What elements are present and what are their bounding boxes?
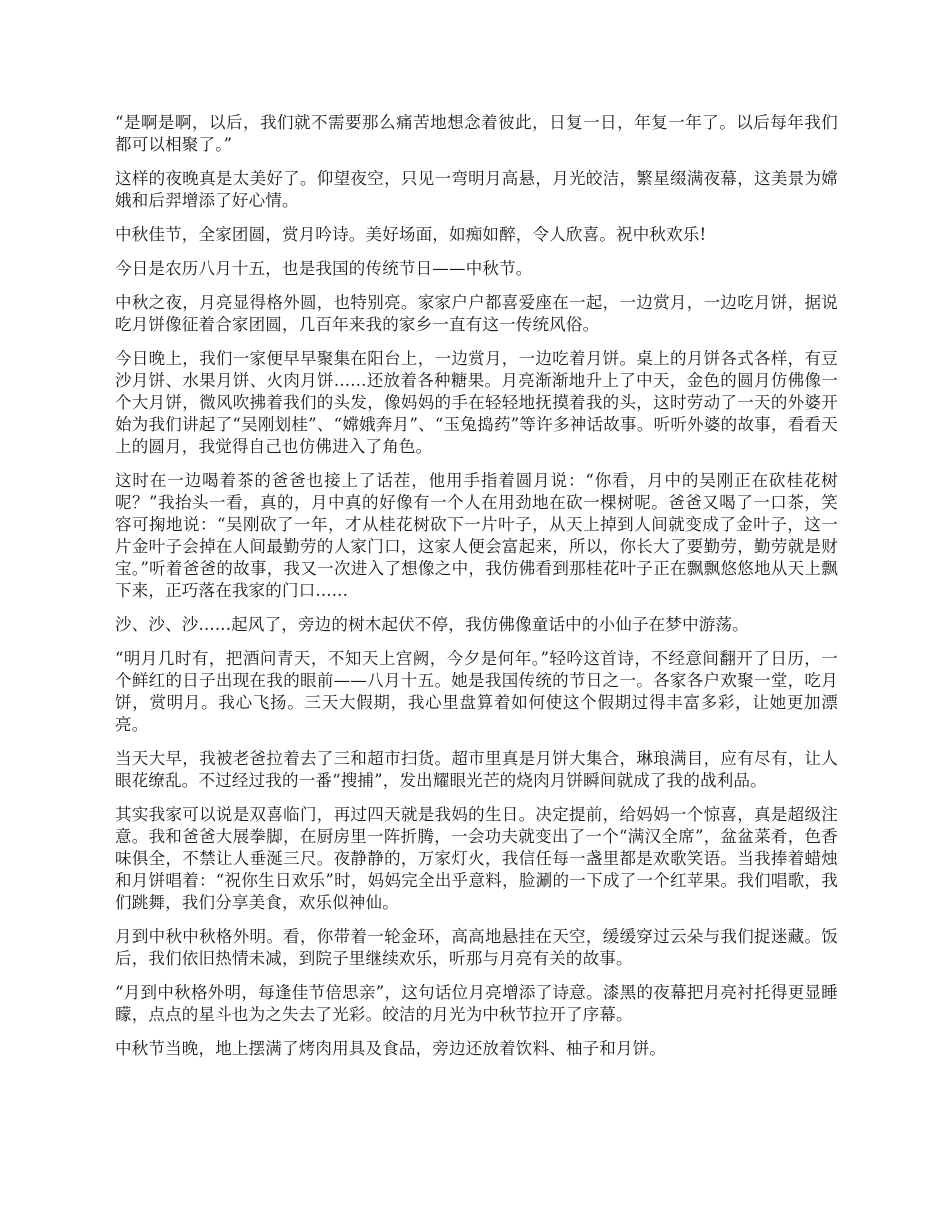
paragraph-8: 沙、沙、沙......起风了，旁边的树木起伏不停，我仿佛像童话中的小仙子在梦中游荡。 <box>115 615 749 634</box>
paragraph-14: 中秋节当晚，地上摆满了烤肉用具及食品，旁边还放着饮料、柚子和月饼。 <box>115 1039 667 1058</box>
paragraph-2: 这样的夜晚真是太美好了。仰望夜空，只见一弯明月高悬，月光皎洁，繁星缀满夜幕，这美景为嫦娥和后羿增添了好心情。 <box>115 169 838 210</box>
paragraph-7: 这时在一边喝着茶的爸爸也接上了话茬，他用手指着圆月说：“你看，月中的吴刚正在砍桂花树呢？”我抬头一看，真的，月中真的好像有一个人在用劲地在砍一棵树呢。爸爸又喝了一口茶，笑容可掬地说：“吴刚砍了一年，才从桂花树砍下一片叶子，从天上掉到人间就变成了金叶子，这一片金叶子会掉在人间最勤劳的人家门口，这家人便会富起来，所以，你长大了要勤劳，勤劳就是财宝。”听着爸爸的故事，我又一次进入了想像之中，我仿佛看到那桂花叶子正在飘飘悠悠地从天上飘下来，正巧落在我家的门口...... <box>115 471 838 600</box>
paragraph-10: 当天大早，我被老爸拉着去了三和超市扫货。超市里真是月饼大集合，琳琅满目，应有尽有，让人眼花缭乱。不过经过我的一番“搜捕”，发出耀眼光芒的烧肉月饼瞬间就成了我的战利品。 <box>115 749 838 790</box>
paragraph-1: “是啊是啊，以后，我们就不需要那么痛苦地想念着彼此，日复一日，年复一年了。以后每年我们都可以相聚了。” <box>115 113 838 154</box>
paragraph-6: 今日晚上，我们一家便早早聚集在阳台上，一边赏月，一边吃着月饼。桌上的月饼各式各样，有豆沙月饼、水果月饼、火肉月饼......还放着各种糖果。月亮渐渐地升上了中天，金色的圆月仿佛像一个大月饼，微风吹拂着我们的头发，像妈妈的手在轻轻地抚摸着我的头，这时劳动了一天的外婆开始为我们讲起了“吴刚划桂”、“嫦娥奔月”、“玉兔捣药”等许多神话故事。听听外婆的故事，看看天上的圆月，我觉得自己也仿佛进入了角色。 <box>115 349 838 456</box>
paragraph-9: “明月几时有，把酒问青天，不知天上宫阙，今夕是何年。”轻吟这首诗，不经意间翻开了日历，一个鲜红的日子出现在我的眼前——八月十五。她是我国传统的节日之一。各家各户欢聚一堂，吃月饼，赏明月。我心飞扬。三天大假期，我心里盘算着如何使这个假期过得丰富多彩，让她更加漂亮。 <box>115 649 838 734</box>
paragraph-13: “月到中秋格外明，每逢佳节倍思亲”，这句话位月亮增添了诗意。漆黑的夜幕把月亮衬托得更显睡矇，点点的星斗也为之失去了光彩。皎洁的月光为中秋节拉开了序幕。 <box>115 983 838 1024</box>
paragraph-5: 中秋之夜，月亮显得格外圆，也特别亮。家家户户都喜爱座在一起，一边赏月，一边吃月饼，据说吃月饼像征着合家团圆，几百年来我的家乡一直有这一传统风俗。 <box>115 293 838 334</box>
paragraph-12: 月到中秋中秋格外明。看，你带着一轮金环，高高地悬挂在天空，缓缓穿过云朵与我们捉迷藏。饭后，我们依旧热情未减，到院子里继续欢乐，听那与月亮有关的故事。 <box>115 927 838 968</box>
document-body <box>115 112 838 1072</box>
paragraph-3: 中秋佳节，全家团圆，赏月吟诗。美好场面，如痴如醉，令人欣喜。祝中秋欢乐! <box>115 225 707 244</box>
paragraph-4: 今日是农历八月十五，也是我国的传统节日——中秋节。 <box>115 259 533 278</box>
paragraph-11: 其实我家可以说是双喜临门，再过四天就是我妈的生日。决定提前，给妈妈一个惊喜，真是超级注意。我和爸爸大展拳脚，在厨房里一阵折腾，一会功夫就变出了一个“满汉全席”，盆盆菜肴，色香味俱全，不禁让人垂涎三尺。夜静静的，万家灯火，我信任每一盏里都是欢歌笑语。当我捧着蜡烛和月饼唱着：“祝你生日欢乐”时，妈妈完全出乎意料，脸涮的一下成了一个红苹果。我们唱歌，我们跳舞，我们分享美食，欢乐似神仙。 <box>115 805 838 912</box>
